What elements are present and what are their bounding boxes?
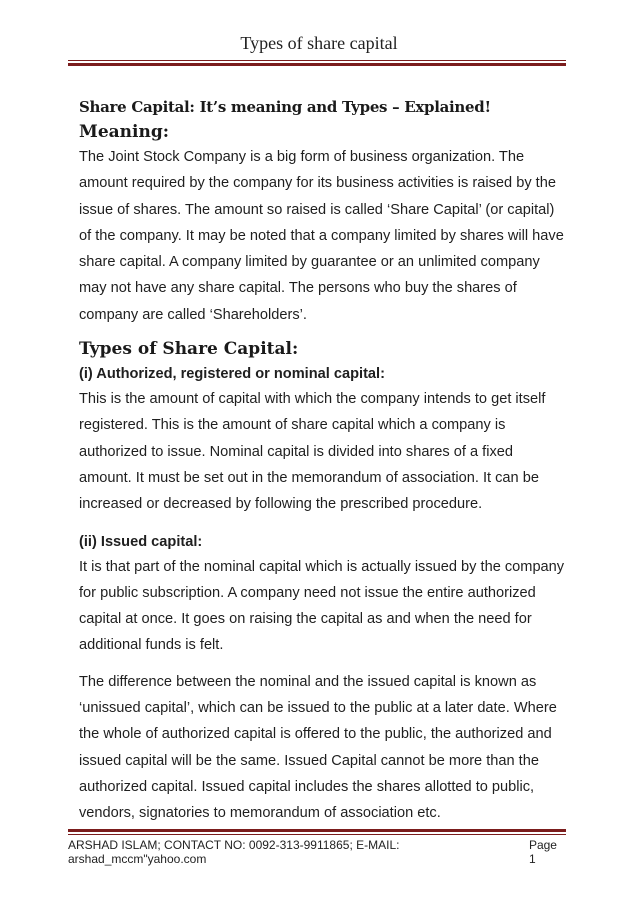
text-line: may not have any share capital. The persons who buy the shares of: [79, 280, 517, 297]
page-footer: [68, 838, 566, 866]
text-line: The Joint Stock Company is a big form of business organization. The: [79, 149, 525, 165]
authorized-paragraph: [79, 386, 579, 517]
authorized-capital-heading: (i) Authorized, registered or nominal capital:: [79, 366, 385, 383]
text-line: company are called ‘Shareholders’.: [79, 306, 307, 323]
difference-paragraph: [79, 669, 579, 827]
footer-rule-thin: [68, 834, 566, 835]
header-rule-thick: [68, 63, 566, 66]
types-heading: Types of Share Capital:: [79, 339, 299, 360]
text-line: authorized capital. Issued capital includes the shares allotted to public,: [79, 778, 535, 795]
issued-paragraph: [79, 554, 579, 659]
text-line: amount. It must be set out in the memorandum of association. It can be: [79, 469, 539, 486]
article-title: Share Capital: It’s meaning and Types – Explained!: [79, 98, 491, 116]
page-number: Page 1: [528, 838, 557, 866]
text-line: It is that part of the nominal capital which is actually issued by the company: [79, 558, 565, 575]
text-line: issue of shares. The amount so raised is called ‘Share Capital’ (or capital): [79, 201, 555, 218]
footer-rule-thick: [68, 829, 566, 832]
page-header-title: Types of share capital: [240, 33, 398, 53]
spacer: [79, 659, 579, 669]
text-line: vendors, signatories to memorandum of association etc.: [79, 805, 441, 822]
text-line: This is the amount of capital with which the company intends to get itself: [79, 391, 546, 408]
text-line: additional funds is felt.: [79, 637, 224, 654]
text-line: issued capital will be the same. Issued Capital cannot be more than the: [79, 752, 539, 769]
meaning-heading: Meaning:: [79, 122, 169, 142]
text-line: share capital. A company limited by guarantee or an unlimited company: [79, 254, 540, 271]
text-line: of the company. It may be noted that a company limited by shares will have: [79, 227, 564, 244]
text-line: registered. This is the amount of share capital which a company is: [79, 417, 506, 434]
spacer: [79, 518, 579, 530]
text-line: the whole of authorized capital is offered to the public, the authorized and: [79, 726, 552, 743]
meaning-paragraph: [79, 144, 579, 328]
text-line: for public subscription. A company need not issue the entire authorized: [79, 584, 536, 601]
text-line: The difference between the nominal and the issued capital is known as: [79, 673, 537, 690]
footer-contact: ARSHAD ISLAM; CONTACT NO: 0092-313-9911865; E-MAIL: arshad_mccm"yahoo.com: [68, 838, 400, 866]
document-body: [79, 94, 579, 827]
issued-capital-heading: (ii) Issued capital:: [79, 533, 203, 550]
text-line: ‘unissued capital’, which can be issued to the public at a later date. Where: [79, 700, 557, 717]
text-line: capital at once. It goes on raising the capital as and when the need for: [79, 611, 532, 628]
text-line: amount required by the company for its business activities is raised by the: [79, 175, 556, 192]
text-line: increased or decreased by following the prescribed procedure.: [79, 496, 483, 513]
text-line: authorized to issue. Nominal capital is divided into shares of a fixed: [79, 443, 513, 460]
header-rule-thin: [68, 60, 566, 61]
